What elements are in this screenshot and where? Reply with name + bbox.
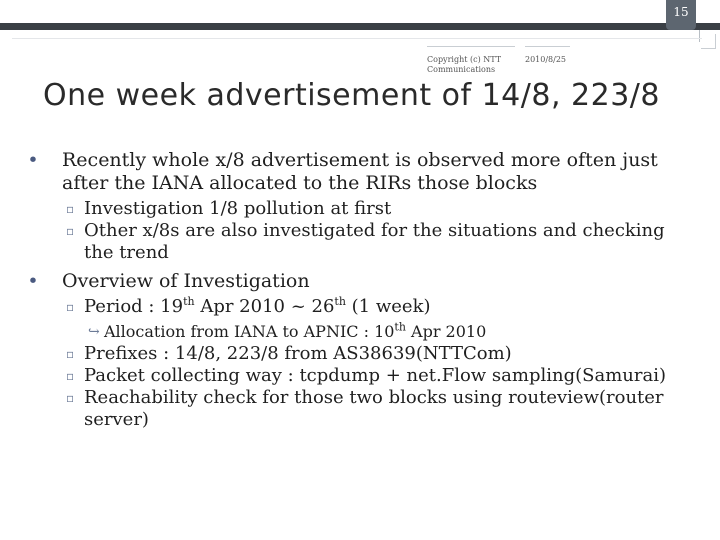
arrow-bullet-icon: ↪ <box>88 324 100 340</box>
sub-bullet-text: Investigation 1/8 pollution at first <box>84 198 392 219</box>
page-number: 15 <box>673 5 689 19</box>
bullet-item <box>26 149 686 195</box>
sub-bullet-text: Reachability check for those two blocks using routeview(router server) <box>84 387 664 430</box>
header-strip <box>0 23 720 30</box>
decorative-rule <box>699 30 700 42</box>
sub-bullet-text: Packet collecting way : tcpdump + net.Flow sampling(Samurai) <box>84 365 666 386</box>
sub-bullet-item <box>26 343 686 365</box>
sub-bullet-item <box>26 296 686 318</box>
bullet-dot-icon: • <box>27 149 39 171</box>
square-bullet-icon: ▫ <box>66 347 75 361</box>
sub-bullet-text: Prefixes : 14/8, 223/8 from AS38639(NTTCom) <box>84 343 512 364</box>
sub-bullet-item <box>26 198 686 220</box>
square-bullet-icon: ▫ <box>66 202 75 216</box>
header-divider <box>12 38 702 39</box>
decorative-corner <box>701 34 716 49</box>
meta-divider-left <box>427 46 515 47</box>
date-text: 2010/8/25 <box>525 55 567 64</box>
slide-title: One week advertisement of 14/8, 223/8 <box>43 78 660 113</box>
square-bullet-icon: ▫ <box>66 224 75 238</box>
sub-bullet-item <box>26 387 686 431</box>
sub-sub-bullet-text: Allocation from IANA to APNIC : 10th Apr 2010 <box>104 320 487 341</box>
copyright-text: Copyright (c) NTT Communications <box>427 55 502 74</box>
bullet-dot-icon: • <box>27 270 39 292</box>
bullet-item <box>26 270 686 293</box>
sub-bullet-text: Other x/8s are also investigated for the situations and checking the trend <box>84 220 665 263</box>
square-bullet-icon: ▫ <box>66 391 75 405</box>
sub-sub-bullet-item <box>26 321 686 343</box>
header-bar <box>0 0 720 30</box>
slide-body <box>26 149 686 431</box>
square-bullet-icon: ▫ <box>66 369 75 383</box>
sub-bullet-item <box>26 365 686 387</box>
square-bullet-icon: ▫ <box>66 300 75 314</box>
bullet-text: Recently whole x/8 advertisement is observed more often just after the IANA allocated to the RIRs those blocks <box>62 149 658 194</box>
sub-bullet-text: Period : 19th Apr 2010 ~ 26th (1 week) <box>84 295 431 317</box>
sub-bullet-item <box>26 220 686 264</box>
meta-divider-right <box>525 46 570 47</box>
bullet-text: Overview of Investigation <box>62 270 310 292</box>
